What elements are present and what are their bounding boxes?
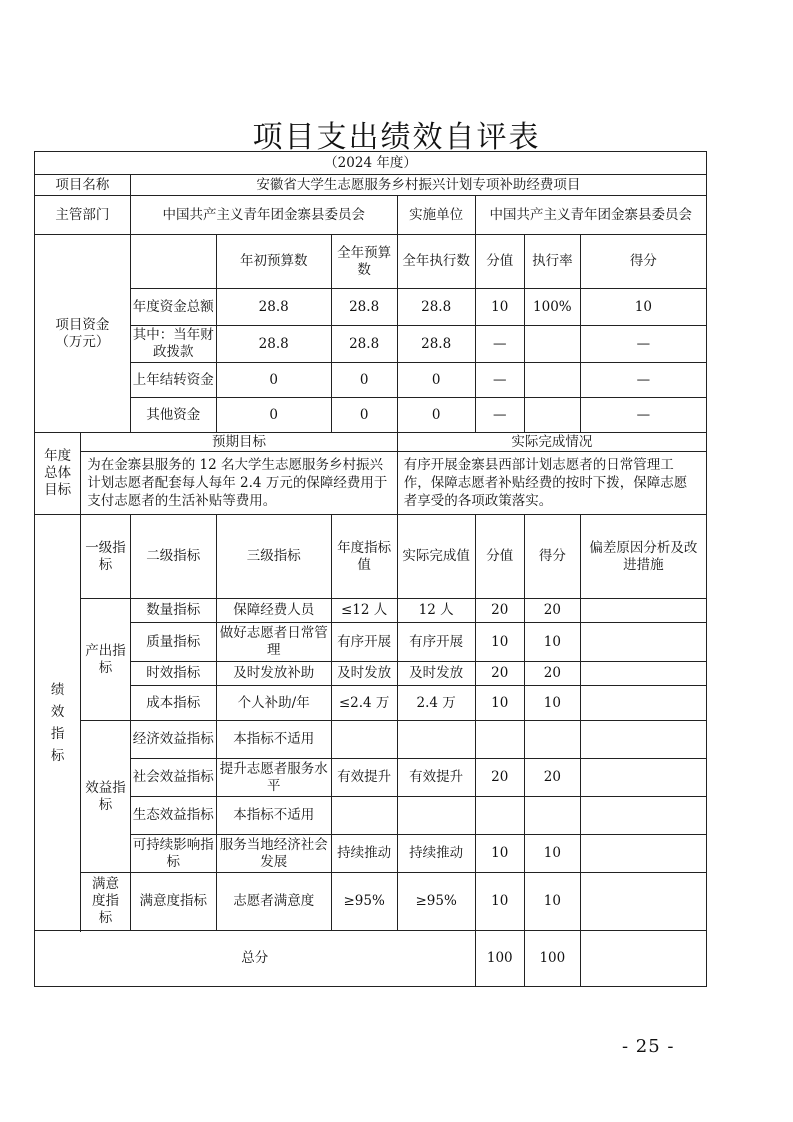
perf-header-target: 年度指标值 [331,515,397,599]
target-cell: ≤2.4 万 [331,686,397,721]
total-got: 100 [524,931,580,987]
score-cell: 20 [475,662,524,686]
got-cell: 20 [524,759,580,797]
actual-goal-header: 实际完成情况 [397,433,706,452]
funds-cell [524,363,580,398]
funds-cell: 28.8 [397,326,475,363]
l2-cell: 社会效益指标 [130,759,216,797]
goals-label [35,433,81,515]
score-cell: 10 [475,623,524,662]
actual-cell: 有序开展 [397,623,475,662]
note-cell [580,662,706,686]
funds-label-line1: 项目资金 [55,316,110,333]
l3-cell: 志愿者满意度 [216,873,331,931]
group-output: 产出指标 [81,599,130,721]
actual-cell: ≥95% [397,873,475,931]
group-satisfaction-l1: 满意 [91,876,119,892]
funds-cell: 0 [397,398,475,433]
target-cell: ≥95% [331,873,397,931]
funds-cell: 0 [331,363,397,398]
funds-cell: 28.8 [216,326,331,363]
l2-cell: 经济效益指标 [130,721,216,759]
l3-cell: 个人补助/年 [216,686,331,721]
actual-cell: 持续推动 [397,835,475,873]
got-cell: 10 [524,623,580,662]
l3-cell: 本指标不适用 [216,721,331,759]
funds-cell: 0 [216,363,331,398]
perf-header-l1: 一级指标 [81,515,130,599]
perf-header-actual: 实际完成值 [397,515,475,599]
note-cell [580,759,706,797]
score-cell: 20 [475,759,524,797]
goals-label-l1: 年度 [44,448,72,464]
funds-cell: — [580,398,706,433]
l3-cell: 服务当地经济社会发展 [216,835,331,873]
dept-label: 主管部门 [35,196,131,235]
funds-cell: — [580,363,706,398]
funds-cell: — [475,326,524,363]
project-name: 安徽省大学生志愿服务乡村振兴计划专项补助经费项目 [130,175,706,196]
funds-label-line2: （万元） [55,333,110,350]
perf-header-score: 分值 [475,515,524,599]
note-cell [580,623,706,662]
funds-cell: — [580,326,706,363]
goals-label-l3: 目标 [44,482,72,498]
got-cell: 10 [524,835,580,873]
funds-cell: 0 [397,363,475,398]
actual-cell: 2.4 万 [397,686,475,721]
l2-cell: 满意度指标 [130,873,216,931]
performance-table [34,151,707,987]
note-cell [580,599,706,623]
l2-cell: 数量指标 [130,599,216,623]
funds-row-name: 年度资金总额 [130,289,216,326]
funds-cell: 28.8 [331,289,397,326]
got-cell: 20 [524,599,580,623]
l3-cell: 及时发放补助 [216,662,331,686]
funds-header-score: 分值 [475,235,524,289]
funds-cell: 0 [331,398,397,433]
score-cell [475,797,524,835]
perf-header-note: 偏差原因分析及改进措施 [580,515,706,599]
total-note [580,931,706,987]
expected-goal-header: 预期目标 [81,433,397,452]
perf-label [35,515,81,931]
target-cell: 有效提升 [331,759,397,797]
funds-cell: 28.8 [216,289,331,326]
l2-cell: 生态效益指标 [130,797,216,835]
note-cell [580,686,706,721]
got-cell: 10 [524,686,580,721]
funds-header-got: 得分 [580,235,706,289]
got-cell: 10 [524,873,580,931]
page-title: 项目支出绩效自评表 [252,120,541,155]
year-label: （2024 年度） [35,152,707,175]
score-cell: 10 [475,835,524,873]
funds-cell: 28.8 [331,326,397,363]
target-cell: 及时发放 [331,662,397,686]
l3-cell: 保障经费人员 [216,599,331,623]
target-cell [331,797,397,835]
target-cell: 有序开展 [331,623,397,662]
note-cell [580,873,706,931]
got-cell [524,721,580,759]
funds-cell: 10 [475,289,524,326]
funds-row-name: 其中：当年财政拨款 [130,326,216,363]
group-satisfaction-l3: 标 [98,910,113,926]
actual-cell [397,721,475,759]
funds-label [35,235,131,433]
perf-header-got: 得分 [524,515,580,599]
l2-cell: 可持续影响指标 [130,835,216,873]
goals-label-l2: 总体 [44,465,72,481]
perf-header-l2: 二级指标 [130,515,216,599]
funds-header-blank [130,235,216,289]
funds-cell: 28.8 [397,289,475,326]
page-number: - 25 - [622,1036,675,1057]
funds-row-name: 上年结转资金 [130,363,216,398]
funds-header-rate: 执行率 [524,235,580,289]
score-cell: 10 [475,686,524,721]
actual-cell: 及时发放 [397,662,475,686]
actual-cell: 12 人 [397,599,475,623]
project-name-label: 项目名称 [35,175,131,196]
target-cell: 持续推动 [331,835,397,873]
target-cell: ≤12 人 [331,599,397,623]
group-benefit: 效益指标 [81,721,130,873]
l2-cell: 成本指标 [130,686,216,721]
perf-label-text: 绩 效 指 标 [50,681,65,764]
l3-cell: 本指标不适用 [216,797,331,835]
perf-header-l3: 三级指标 [216,515,331,599]
expected-goal-text: 为在金寨县服务的 12 名大学生志愿服务乡村振兴计划志愿者配套每人每年 2.4 万元的保障经费用于支付志愿者的生活补贴等费用。 [81,452,397,515]
l3-cell: 提升志愿者服务水平 [216,759,331,797]
got-cell: 20 [524,662,580,686]
note-cell [580,721,706,759]
funds-header-exec: 全年执行数 [397,235,475,289]
funds-cell: 0 [216,398,331,433]
funds-cell [524,326,580,363]
funds-cell: 100% [524,289,580,326]
funds-header-initial: 年初预算数 [216,235,331,289]
score-cell [475,721,524,759]
got-cell [524,797,580,835]
total-score: 100 [475,931,524,987]
group-satisfaction [81,873,130,931]
l2-cell: 时效指标 [130,662,216,686]
funds-row-name: 其他资金 [130,398,216,433]
score-cell: 20 [475,599,524,623]
funds-header-full: 全年预算数 [331,235,397,289]
actual-cell: 有效提升 [397,759,475,797]
note-cell [580,797,706,835]
actual-goal-text: 有序开展金寨县西部计划志愿者的日常管理工作，保障志愿者补贴经费的按时下拨，保障志愿者享受的各项政策落实。 [397,452,706,515]
dept-value: 中国共产主义青年团金寨县委员会 [130,196,397,235]
funds-cell: — [475,363,524,398]
target-cell [331,721,397,759]
actual-cell [397,797,475,835]
l3-cell: 做好志愿者日常管理 [216,623,331,662]
group-satisfaction-l2: 度指 [91,893,119,909]
impl-label: 实施单位 [397,196,475,235]
total-label: 总分 [35,931,476,987]
impl-value: 中国共产主义青年团金寨县委员会 [475,196,706,235]
funds-cell: 10 [580,289,706,326]
funds-cell [524,398,580,433]
note-cell [580,835,706,873]
l2-cell: 质量指标 [130,623,216,662]
funds-cell: — [475,398,524,433]
score-cell: 10 [475,873,524,931]
